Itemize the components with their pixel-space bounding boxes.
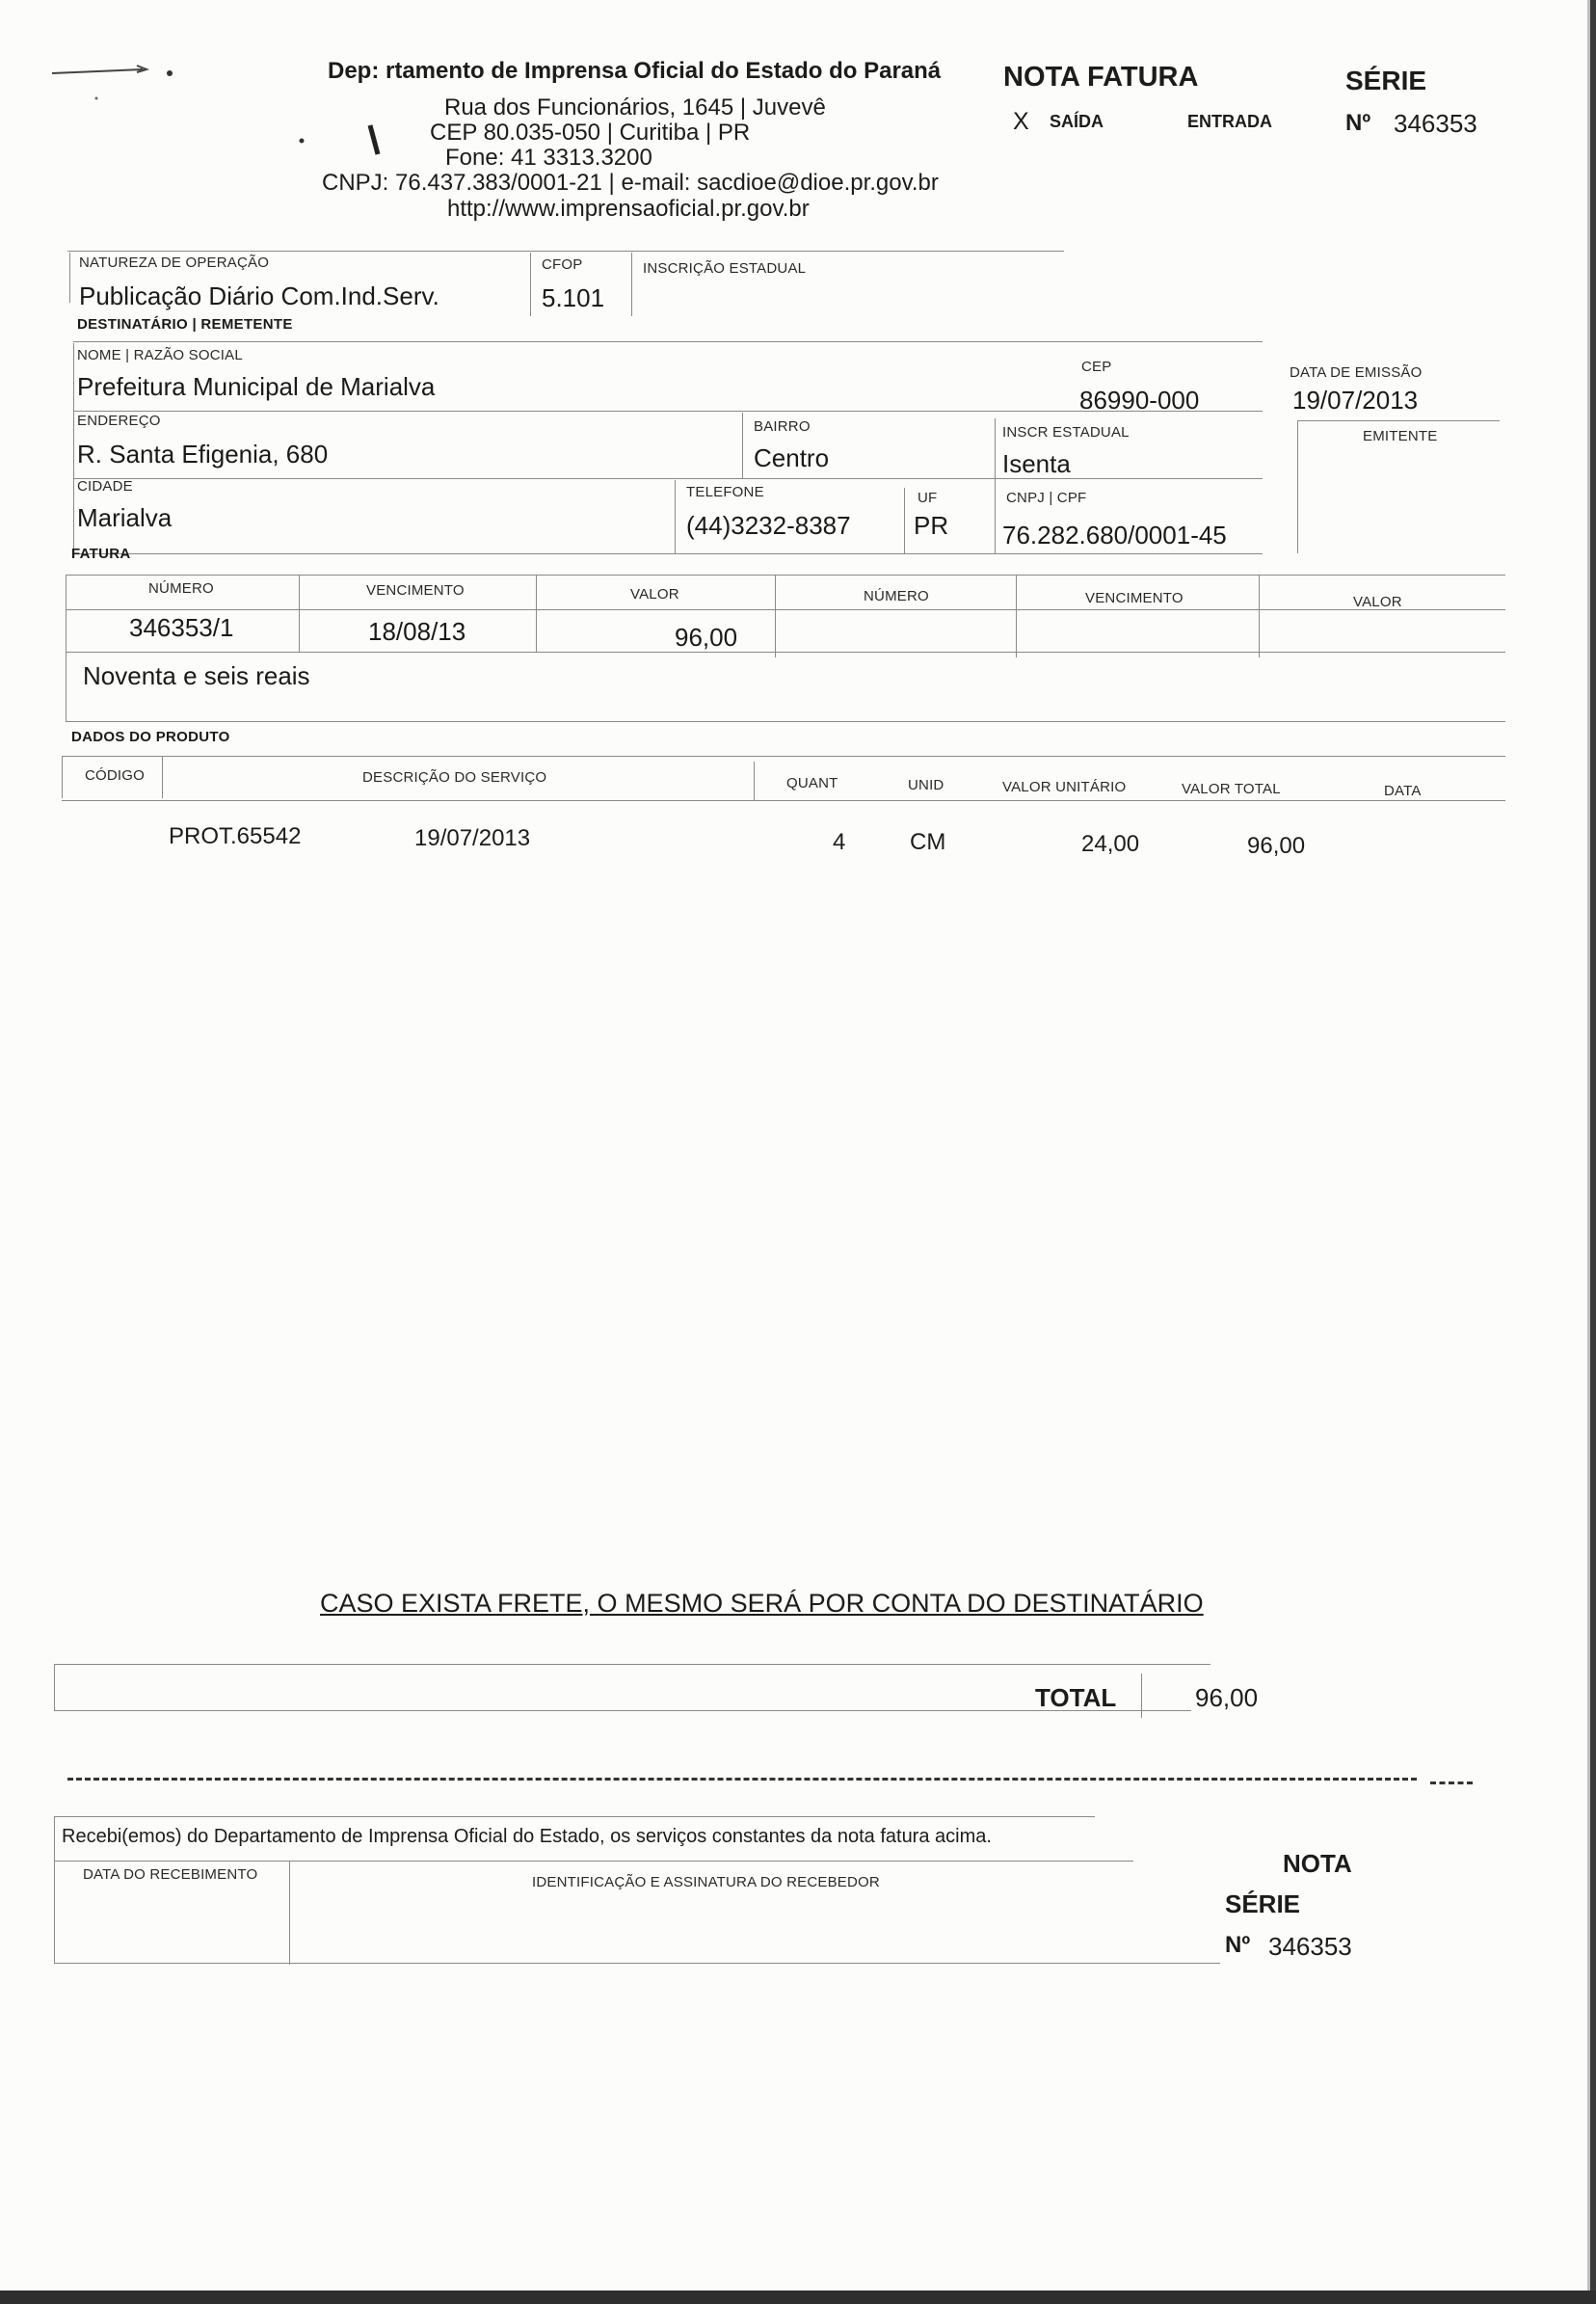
endereco-label: ENDEREÇO — [77, 413, 161, 429]
divider-fatura-top — [66, 575, 1505, 576]
divider-recibo-head — [54, 1861, 1133, 1862]
divider-dest-bottom — [73, 553, 1263, 554]
scan-edge-right — [1590, 0, 1596, 2304]
fatura-extenso: Noventa e seis reais — [83, 661, 310, 690]
divider-operacao-left — [69, 253, 70, 303]
divider-fatura-c3 — [775, 575, 776, 657]
org-cep: CEP 80.035-050 | Curitiba | PR — [430, 120, 751, 146]
cut-line — [67, 1778, 1417, 1781]
saida-mark: X — [1013, 108, 1029, 135]
nome-value: Prefeitura Municipal de Marialva — [77, 372, 436, 401]
divider-dest-left — [73, 343, 74, 553]
bairro-label: BAIRRO — [754, 418, 811, 435]
divider-bairro — [742, 413, 743, 478]
divider-produto-left — [62, 756, 63, 798]
uf-value: PR — [914, 511, 949, 540]
fatura-valor-value: 96,00 — [675, 623, 738, 652]
produto-col-unid: UNID — [908, 777, 944, 793]
endereco-value: R. Santa Efigenia, 680 — [77, 440, 329, 469]
scan-mark-icon — [289, 116, 318, 164]
serie-label: SÉRIE — [1345, 66, 1427, 95]
fatura-col-valor: VALOR — [630, 586, 679, 603]
divider-fatura-bottom — [66, 721, 1505, 722]
org-phone: Fone: 41 3313.3200 — [445, 145, 652, 171]
inscr-value: Isenta — [1002, 449, 1071, 478]
logo-mark-icon — [50, 60, 185, 156]
nota-label: NOTA — [1283, 1849, 1352, 1878]
natureza-label: NATUREZA DE OPERAÇÃO — [79, 255, 270, 271]
produto-col-valor-total: VALOR TOTAL — [1182, 781, 1281, 797]
divider-emitente-left — [1297, 420, 1298, 553]
org-website: http://www.imprensaoficial.pr.gov.br — [447, 196, 810, 222]
divider-dest-row2 — [73, 478, 1263, 479]
divider-total-top — [54, 1664, 1210, 1665]
numero-value: 346353 — [1394, 109, 1477, 138]
divider-produto-c2 — [754, 762, 755, 800]
numero-label: Nº — [1345, 110, 1371, 136]
total-value: 96,00 — [1195, 1683, 1259, 1712]
produto-col-valor-unit: VALOR UNITÁRIO — [1002, 779, 1127, 795]
fatura-section-label: FATURA — [71, 546, 131, 562]
doc-title: NOTA FATURA — [1003, 62, 1199, 93]
divider-fatura-c4 — [1016, 575, 1017, 657]
divider-dest-top — [73, 341, 1263, 342]
divider-produto-top — [62, 756, 1505, 757]
divider-recibo-c1 — [289, 1861, 290, 1965]
saida-label: SAÍDA — [1050, 112, 1104, 131]
divider-recibo-top — [54, 1816, 1095, 1817]
divider-fatura-c5 — [1259, 575, 1260, 657]
produto-row-quant: 4 — [833, 829, 846, 855]
org-address: Rua dos Funcionários, 1645 | Juvevê — [444, 94, 826, 121]
scan-edge-bottom — [0, 2291, 1596, 2304]
divider-ie — [631, 253, 632, 316]
divider-total-c1 — [1141, 1674, 1142, 1718]
data-receb-label: DATA DO RECEBIMENTO — [83, 1866, 258, 1883]
nota-numero-label: Nº — [1225, 1932, 1251, 1958]
divider-produto-head — [62, 800, 1505, 801]
bairro-value: Centro — [754, 443, 830, 472]
divider-operacao-top — [67, 251, 1064, 252]
telefone-label: TELEFONE — [686, 484, 764, 500]
cidade-value: Marialva — [77, 503, 173, 532]
fatura-vencimento-value: 18/08/13 — [368, 617, 466, 646]
natureza-value: Publicação Diário Com.Ind.Serv. — [79, 281, 439, 310]
cnpj-label: CNPJ | CPF — [1006, 490, 1087, 506]
org-name: Dep: rtamento de Imprensa Oficial do Estado do Paraná — [328, 58, 942, 84]
fatura-col-vencimento: VENCIMENTO — [366, 582, 465, 599]
produto-col-quant: QUANT — [786, 775, 838, 791]
recebi-text: Recebi(emos) do Departamento de Imprensa Oficial do Estado, os serviços constantes da nota fatura acima. — [62, 1826, 992, 1847]
produto-row-valor-unit: 24,00 — [1081, 831, 1140, 857]
divider-fatura-row — [66, 652, 1505, 653]
divider-telefone — [675, 480, 676, 553]
divider-fatura-head — [66, 609, 1505, 610]
fatura-col-numero: NÚMERO — [148, 580, 214, 597]
produto-row-unid: CM — [910, 829, 946, 855]
frete-notice: CASO EXISTA FRETE, O MESMO SERÁ POR CONTA DO DESTINATÁRIO — [320, 1589, 1204, 1618]
emitente-label: EMITENTE — [1363, 428, 1438, 444]
produto-section-label: DADOS DO PRODUTO — [71, 729, 230, 745]
divider-recibo-bottom — [54, 1963, 1220, 1964]
produto-row-codigo: PROT.65542 — [169, 823, 302, 849]
nota-serie-label: SÉRIE — [1225, 1889, 1301, 1918]
fatura-col-valor2: VALOR — [1353, 594, 1402, 610]
telefone-value: (44)3232-8387 — [686, 511, 851, 540]
divider-fatura-c2 — [536, 575, 537, 652]
nome-label: NOME | RAZÃO SOCIAL — [77, 347, 243, 363]
divider-total-bottom — [54, 1710, 1191, 1711]
fatura-numero-value: 346353/1 — [129, 613, 234, 642]
cut-line-end — [1430, 1782, 1473, 1784]
produto-col-codigo: CÓDIGO — [85, 767, 146, 784]
ie-label: INSCRIÇÃO ESTADUAL — [643, 260, 807, 277]
cfop-value: 5.101 — [542, 283, 605, 312]
divider-emitente-top — [1297, 420, 1500, 421]
divider-fatura-c1 — [299, 575, 300, 652]
divider-recibo-left — [54, 1816, 55, 1963]
fatura-col-vencimento2: VENCIMENTO — [1085, 590, 1184, 606]
cnpj-value: 76.282.680/0001-45 — [1002, 521, 1227, 549]
divider-total-left — [54, 1664, 55, 1710]
org-cnpj-email: CNPJ: 76.437.383/0001-21 | e-mail: sacdioe@dioe.pr.gov.br — [322, 170, 939, 196]
produto-row-valor-total: 96,00 — [1247, 833, 1306, 859]
nota-numero-value: 346353 — [1268, 1932, 1352, 1961]
cep-value: 86990-000 — [1079, 386, 1200, 415]
uf-label: UF — [918, 490, 938, 506]
inscr-label: INSCR ESTADUAL — [1002, 424, 1130, 441]
divider-dest-row1 — [73, 411, 1263, 412]
data-emissao-value: 19/07/2013 — [1292, 386, 1419, 415]
ident-label: IDENTIFICAÇÃO E ASSINATURA DO RECEBEDOR — [532, 1874, 880, 1890]
produto-col-descricao: DESCRIÇÃO DO SERVIÇO — [362, 769, 547, 786]
divider-inscr — [995, 418, 996, 553]
total-label: TOTAL — [1035, 1683, 1117, 1712]
produto-col-data: DATA — [1384, 783, 1422, 799]
produto-row-descricao: 19/07/2013 — [414, 825, 531, 851]
divider-cfop — [530, 253, 531, 316]
destinatario-section-label: DESTINATÁRIO | REMETENTE — [77, 316, 293, 333]
cidade-label: CIDADE — [77, 478, 133, 495]
divider-produto-c1 — [162, 756, 163, 798]
cfop-label: CFOP — [542, 256, 583, 273]
scan-stroke-icon — [366, 123, 386, 162]
data-emissao-label: DATA DE EMISSÃO — [1290, 364, 1423, 381]
entrada-label: ENTRADA — [1187, 112, 1272, 131]
cep-label: CEP — [1081, 359, 1112, 375]
fatura-col-numero2: NÚMERO — [864, 588, 929, 604]
divider-uf — [904, 488, 905, 553]
